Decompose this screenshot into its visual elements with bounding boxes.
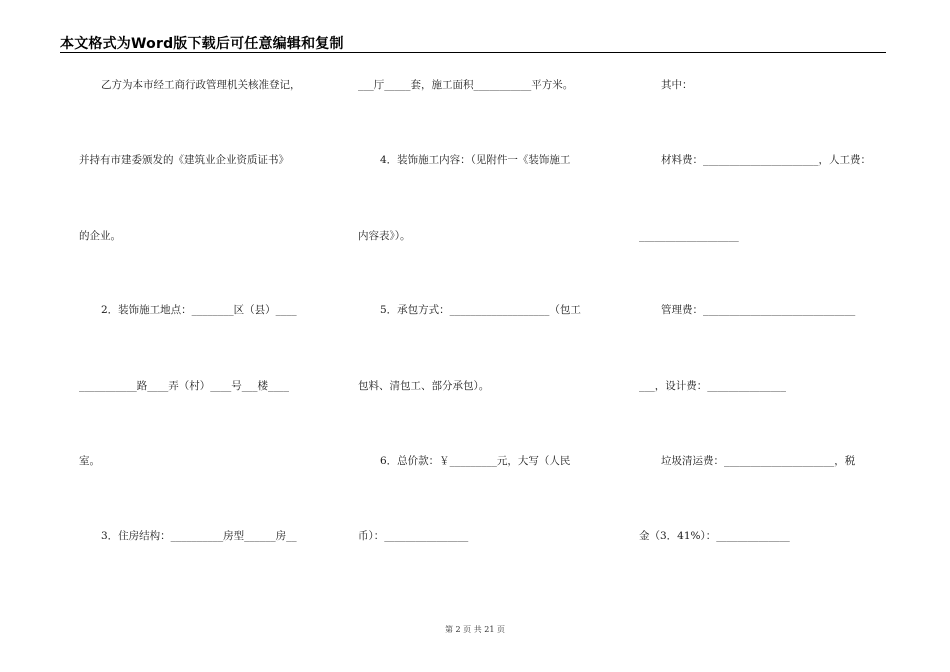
text-line: ___________________	[639, 230, 739, 242]
text-line: 并持有市建委颁发的《建筑业企业资质证书》	[79, 154, 289, 166]
page-number-footer: 第 2 页 共 21 页	[445, 625, 505, 634]
text-line: 管理费：_____________________________	[661, 304, 856, 316]
text-column-middle	[358, 0, 620, 672]
text-line: ___厅_____套，施工面积___________平方米。	[358, 79, 574, 91]
text-line: 3．住房结构：__________房型______房__	[101, 530, 297, 542]
text-column-right	[639, 0, 901, 672]
text-line: 乙方为本市经工商行政管理机关核准登记，	[101, 79, 301, 91]
text-line: 室。	[79, 455, 100, 467]
text-line: ___________路____弄（村）____号___楼____	[79, 380, 289, 392]
text-line: 5．承包方式：___________________（包工	[380, 304, 581, 316]
text-line: 币）：________________	[358, 530, 469, 542]
text-line: 材料费：______________________，人工费：	[661, 154, 871, 166]
text-line: 金（3．41%）：______________	[639, 530, 790, 542]
text-line: 包料、清包工、部分承包）。	[358, 380, 490, 392]
text-line: ___，设计费：_______________	[639, 380, 786, 392]
text-column-left	[79, 0, 341, 672]
text-line: 6．总价款：￥_________元，大写（人民	[380, 455, 571, 467]
text-line: 垃圾清运费：_____________________，税	[661, 455, 856, 467]
text-line: 的企业。	[79, 230, 121, 242]
text-line: 内容表》）。	[358, 230, 411, 242]
text-line: 其中：	[661, 79, 693, 91]
document-header-title: 本文格式为Word版下载后可任意编辑和复制	[60, 36, 344, 52]
text-line: 4．装饰施工内容：（见附件一《装饰施工	[380, 154, 571, 166]
text-line: 2．装饰施工地点：________区（县）____	[101, 304, 297, 316]
